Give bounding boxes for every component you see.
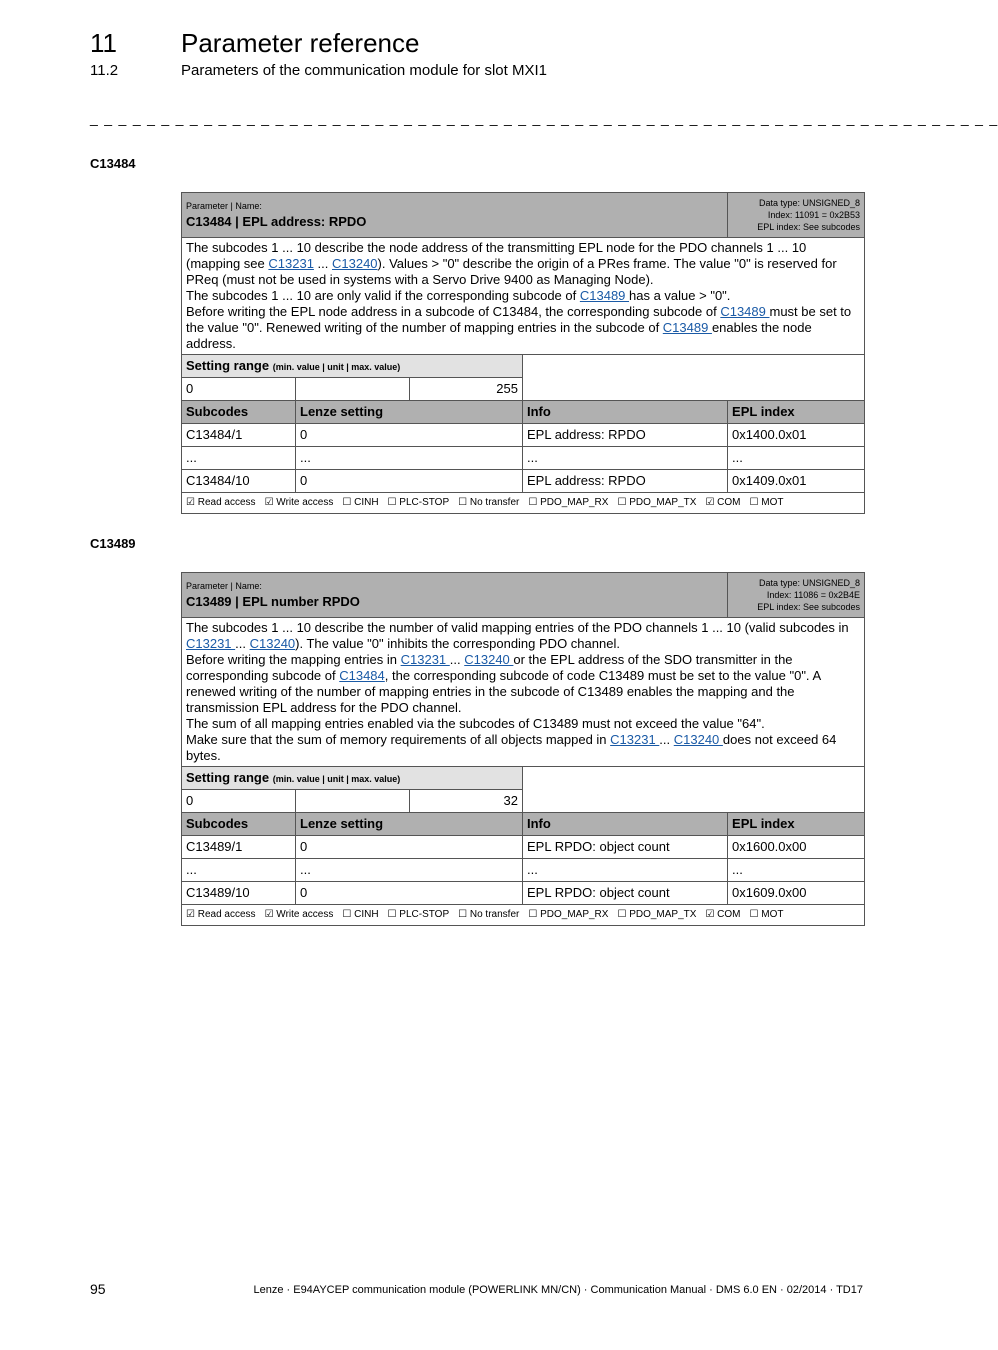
index: Index: 11086 = 0x2B4E: [766, 590, 861, 600]
param-table-c13489: [181, 572, 865, 926]
setting-min: 0: [182, 790, 296, 813]
param-header-label: Parameter | Name:: [186, 580, 262, 591]
table-row: C13484/10 0 EPL address: RPDO 0x1409.0x01: [182, 470, 865, 493]
link-c13489[interactable]: C13489: [579, 288, 630, 303]
table-row: C13484/1 0 EPL address: RPDO 0x1400.0x01: [182, 424, 865, 447]
link-c13231[interactable]: C13231: [268, 256, 314, 271]
column-header: Info: [523, 401, 728, 424]
param-description: The subcodes 1 ... 10 describe the number of valid mapping entries of the PDO channels 1 ... 10 (valid subcodes in C13231 ... C13240). The value "0" inhibits the corresponding PDO channel. Before writing the mapping entries in C13231 ... C13240 or the EPL address of the SDO transmitter in the corresponding subcode of C13484, the corresponding subcode of code C13489 must be set to the value "0". A renewed writing of the number of mapping entries in the subcode of C13489 enables the mapping and the transmission EPL address for the PDO channel. The sum of all mapping entries enabled via the subcodes of C13489 must not exceed the value "64". Make sure that the sum of memory requirements of all objects mapped in C13231 ... C13240 does not exceed 64 bytes.: [182, 618, 865, 767]
section-number: 11.2: [90, 62, 119, 79]
flag-pdo-map-rx: ☐ PDO_MAP_RX: [528, 497, 609, 508]
param-meta: [728, 193, 865, 238]
data-type: Data type: UNSIGNED_8: [759, 198, 861, 208]
footer-text: Lenze · E94AYCEP communication module (POWERLINK MN/CN) · Communication Manual · DMS 6.0 EN · 02/2014 · TD17: [253, 1284, 863, 1296]
column-header: EPL index: [728, 813, 865, 836]
access-flags: [182, 905, 865, 926]
param-meta: [728, 573, 865, 618]
column-header: EPL index: [728, 401, 865, 424]
flag-com: ☑ COM: [705, 909, 741, 920]
setting-min: 0: [182, 378, 296, 401]
chapter-number: 11: [90, 28, 117, 58]
flag-cinh: ☐ CINH: [342, 497, 379, 508]
param-header-label: Parameter | Name:: [186, 200, 262, 211]
flag-pdo-map-tx: ☐ PDO_MAP_TX: [617, 497, 697, 508]
flag-read-access: ☑ Read access: [186, 909, 256, 920]
flag-mot: ☐ MOT: [749, 909, 784, 920]
link-c13231[interactable]: C13231: [186, 636, 236, 651]
epl-index: EPL index: See subcodes: [757, 602, 861, 612]
epl-index: EPL index: See subcodes: [757, 222, 861, 232]
flag-pdo-map-tx: ☐ PDO_MAP_TX: [617, 909, 697, 920]
column-header: Subcodes: [182, 401, 296, 424]
table-row: ... ... ... ...: [182, 859, 865, 882]
param-name: C13489 | EPL number RPDO: [186, 593, 360, 609]
setting-range-blank: [523, 767, 865, 813]
page-number: 95: [90, 1281, 106, 1297]
flag-plc-stop: ☐ PLC-STOP: [387, 909, 450, 920]
setting-range-blank: [523, 355, 865, 401]
dashed-rule: _ _ _ _ _ _ _ _ _ _ _ _ _ _ _ _ _ _ _ _ _ _ _ _ _ _ _ _ _ _ _ _ _ _ _ _ _ _ _ _ _ _ _ _ _ _ _ _ _ _ _ _ _ _ _ _ _ _ _ _ _ _ _ _: [90, 110, 998, 126]
param-table-c13484: [181, 192, 865, 514]
flag-no-transfer: ☐ No transfer: [458, 909, 520, 920]
flag-pdo-map-rx: ☐ PDO_MAP_RX: [528, 909, 609, 920]
flag-cinh: ☐ CINH: [342, 909, 379, 920]
section-title: Parameters of the communication module for slot MXI1: [181, 62, 547, 79]
flag-write-access: ☑ Write access: [264, 909, 334, 920]
link-c13231[interactable]: C13231: [610, 732, 660, 747]
flag-read-access: ☑ Read access: [186, 497, 256, 508]
flag-com: ☑ COM: [705, 497, 741, 508]
index: Index: 11091 = 0x2B53: [767, 210, 861, 220]
setting-max: 32: [410, 790, 523, 813]
link-c13231[interactable]: C13231: [400, 652, 450, 667]
link-c13484[interactable]: C13484: [339, 668, 385, 683]
setting-unit: [296, 378, 410, 401]
data-type: Data type: UNSIGNED_8: [758, 578, 861, 588]
table-row: ... ... ... ...: [182, 447, 865, 470]
column-header: Lenze setting: [296, 813, 523, 836]
setting-range-label: Setting range (min. value | unit | max. value): [182, 767, 523, 790]
setting-max: 255: [410, 378, 523, 401]
param-name: C13484 | EPL address: RPDO: [186, 213, 367, 229]
link-c13240[interactable]: C13240: [673, 732, 723, 747]
flag-write-access: ☑ Write access: [264, 497, 334, 508]
link-c13489[interactable]: C13489: [720, 304, 770, 319]
table-row: C13489/1 0 EPL RPDO: object count 0x1600.0x00: [182, 836, 865, 859]
link-c13240[interactable]: C13240: [464, 652, 514, 667]
column-header: Subcodes: [182, 813, 296, 836]
column-header: Lenze setting: [296, 401, 523, 424]
param-heading-c13489: C13489: [90, 536, 136, 551]
param-description: The subcodes 1 ... 10 describe the node address of the transmitting EPL node for the PDO channels 1 ... 10 (mapping see C13231 ... C13240). Values > "0" describe the origin of a PRes frame. The value "0" is reserved for PReq (must not be used in systems with a Servo Drive 9400 as Managing Node). The subcodes 1 ... 10 are only valid if the corresponding subcode of C13489 has a value > "0". Before writing the EPL node address in a subcode of C13484, the corresponding subcode of C13489 must be set to the value "0". Renewed writing of the number of mapping entries in the subcode of C13489 enables the node address.: [182, 238, 865, 355]
flag-mot: ☐ MOT: [749, 497, 784, 508]
chapter-title: Parameter reference: [181, 28, 420, 58]
column-header: Info: [523, 813, 728, 836]
param-header: [182, 193, 728, 238]
param-header: [182, 573, 728, 618]
setting-range-label: Setting range (min. value | unit | max. value): [182, 355, 523, 378]
link-c13489[interactable]: C13489: [662, 320, 712, 335]
access-flags: [182, 493, 865, 514]
setting-unit: [296, 790, 410, 813]
param-heading-c13484: C13484: [90, 156, 136, 171]
flag-no-transfer: ☐ No transfer: [458, 497, 520, 508]
flag-plc-stop: ☐ PLC-STOP: [387, 497, 450, 508]
link-c13240[interactable]: C13240: [249, 636, 296, 651]
table-row: C13489/10 0 EPL RPDO: object count 0x1609.0x00: [182, 882, 865, 905]
link-c13240[interactable]: C13240: [332, 256, 378, 271]
